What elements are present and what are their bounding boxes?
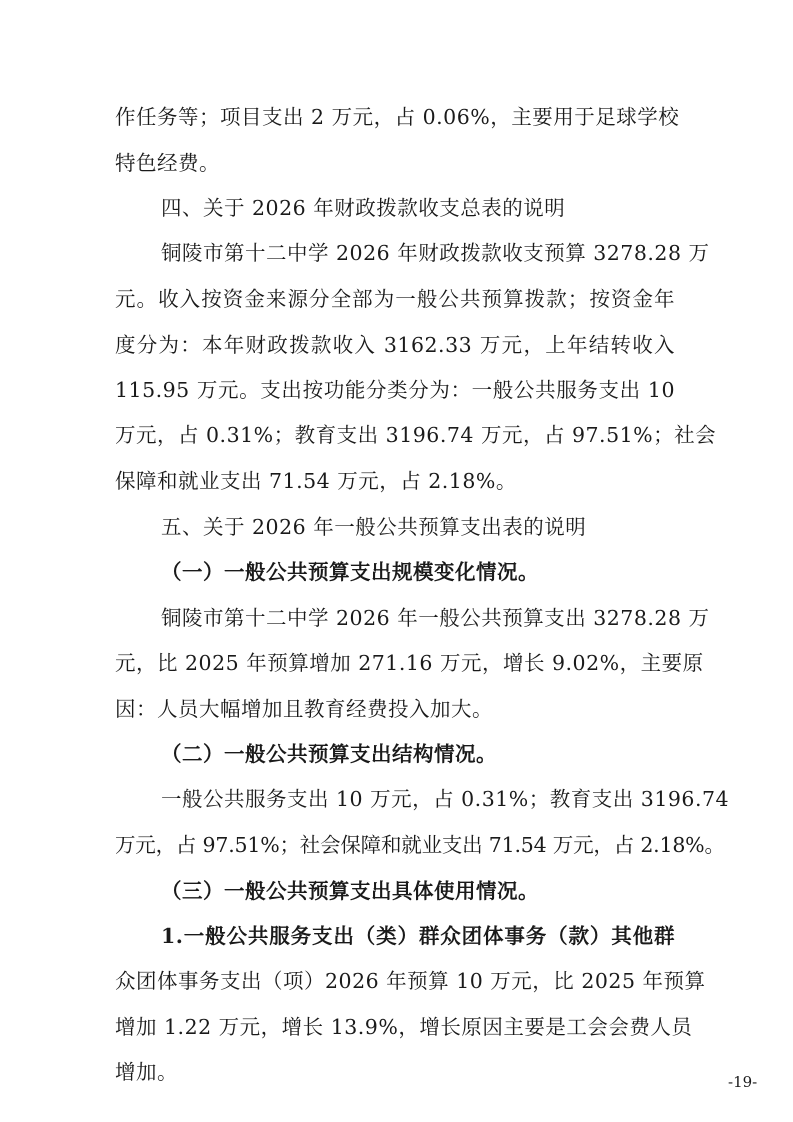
paragraph-line: 铜陵市第十二中学 2026 年一般公共预算支出 3278.28 万 (161, 606, 710, 630)
paragraph-line: 115.95 万元。支出按功能分类分为：一般公共服务支出 10 (115, 378, 675, 402)
paragraph-line: 作任务等；项目支出 2 万元，占 0.06%，主要用于足球学校 (115, 105, 680, 129)
paragraph-line: 铜陵市第十二中学 2026 年财政拨款收支预算 3278.28 万 (161, 241, 710, 265)
subsection-heading-1: （一）一般公共预算支出规模变化情况。 (161, 560, 539, 584)
paragraph-line: 增加 1.22 万元，增长 13.9%，增长原因主要是工会会费人员 (115, 1015, 693, 1039)
subsection-heading-3: （三）一般公共预算支出具体使用情况。 (161, 879, 539, 903)
paragraph-line: 因：人员大幅增加且教育经费投入加大。 (115, 697, 493, 721)
paragraph-line: 一般公共服务支出 10 万元，占 0.31%；教育支出 3196.74 (161, 787, 730, 811)
paragraph-line: 特色经费。 (115, 151, 220, 175)
paragraph-line: 度分为：本年财政拨款收入 3162.33 万元，上年结转收入 (115, 333, 675, 357)
paragraph-line: 万元，占 0.31%；教育支出 3196.74 万元，占 97.51%；社会 (115, 423, 717, 447)
paragraph-line: 众团体事务支出（项）2026 年预算 10 万元，比 2025 年预算 (115, 969, 706, 993)
paragraph-line: 元。收入按资金来源分全部为一般公共预算拨款；按资金年 (115, 287, 675, 311)
paragraph-line: 元，比 2025 年预算增加 271.16 万元，增长 9.02%，主要原 (115, 651, 704, 675)
section-heading-4: 四、关于 2026 年财政拨款收支总表的说明 (161, 196, 566, 220)
paragraph-line: 1.一般公共服务支出（类）群众团体事务（款）其他群 (161, 924, 675, 948)
paragraph-line: 保障和就业支出 71.54 万元，占 2.18%。 (115, 469, 517, 493)
paragraph-line: 万元，占 97.51%；社会保障和就业支出 71.54 万元，占 2.18%。 (115, 833, 725, 857)
paragraph-line: 增加。 (115, 1060, 178, 1084)
section-heading-5: 五、关于 2026 年一般公共预算支出表的说明 (161, 515, 587, 539)
subsection-heading-2: （二）一般公共预算支出结构情况。 (161, 742, 497, 766)
page-number: -19- (728, 1073, 758, 1091)
